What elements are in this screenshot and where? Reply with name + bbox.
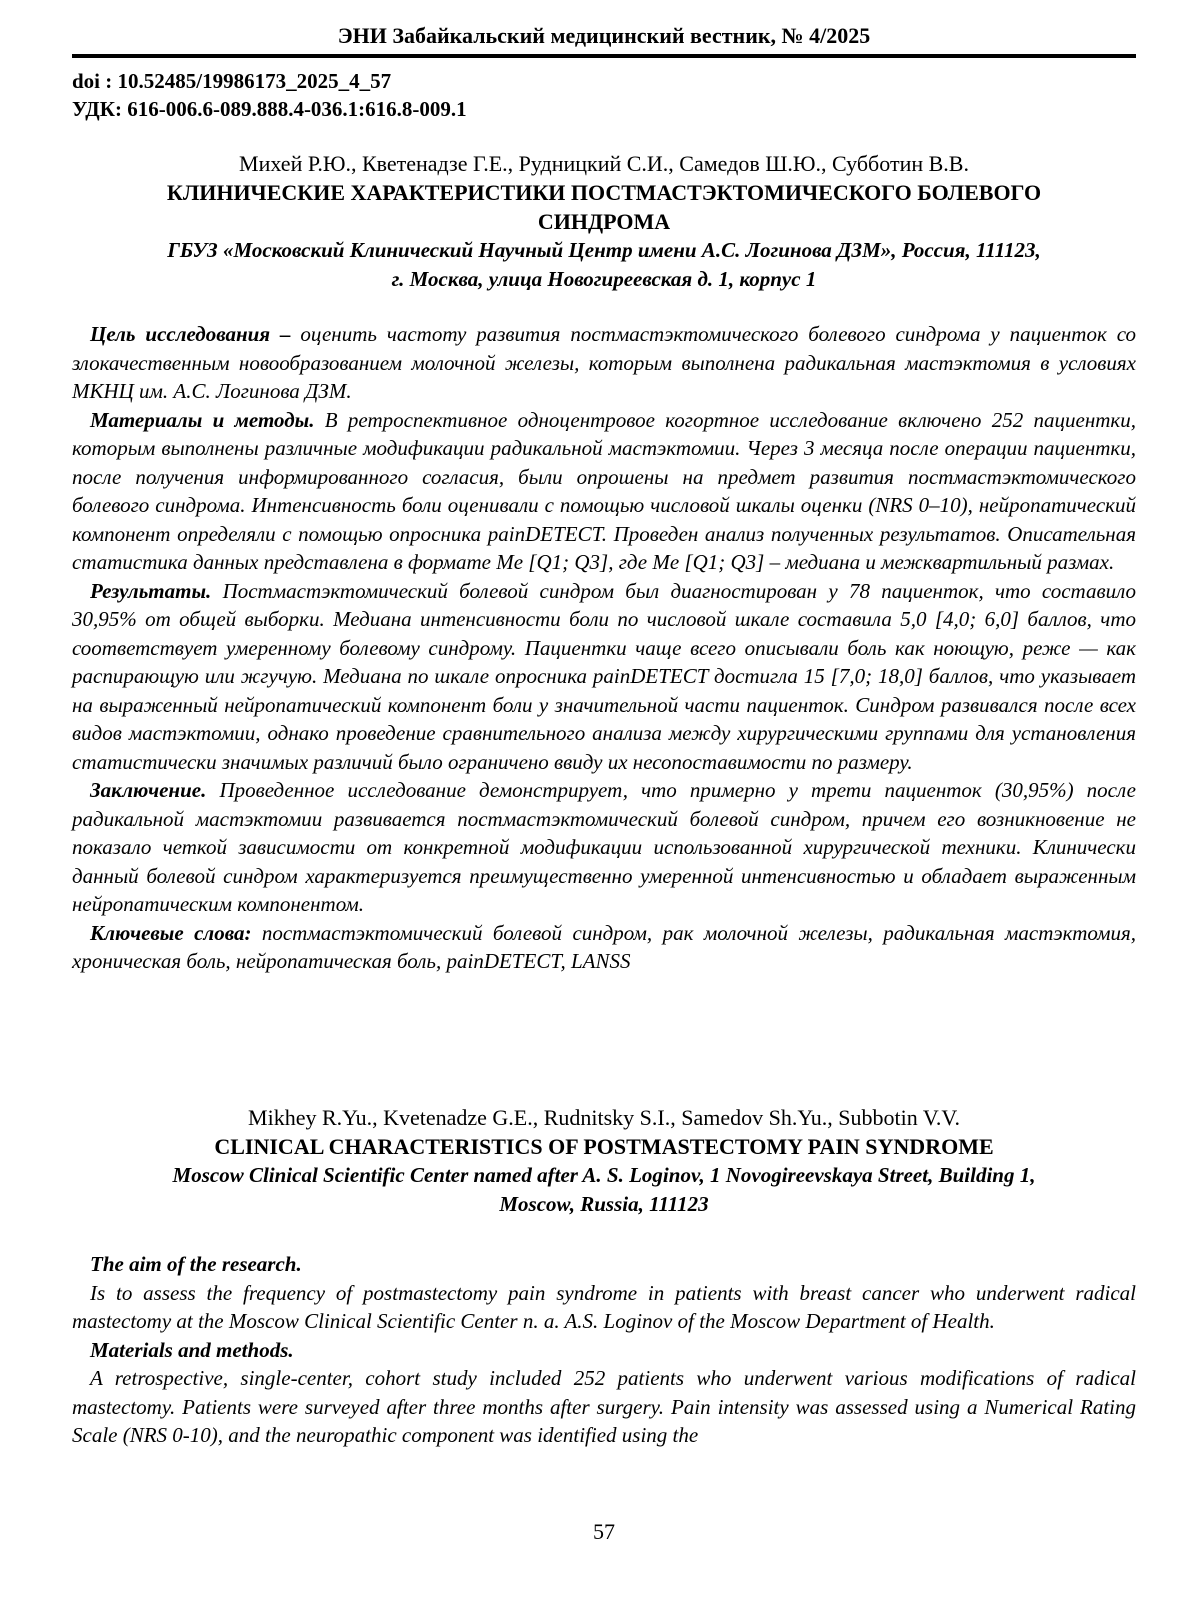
- en-aim-text: Is to assess the frequency of postmastectomy pain syndrome in patients with breast cancer who underwent radical mastectomy at the Moscow Clinical Scientific Center n. a. A.S. Loginov of the Moscow Department of Health.: [72, 1280, 1136, 1333]
- en-affiliation-line1: Moscow Clinical Scientific Center named after A. S. Loginov, 1 Novogireevskaya Street, Building 1,: [172, 1163, 1036, 1187]
- ru-aim-label: Цель исследования –: [90, 322, 291, 346]
- ru-methods-label: Материалы и методы.: [90, 407, 315, 432]
- ru-authors: Михей Р.Ю., Кветенадзе Г.Е., Рудницкий С.И., Самедов Ш.Ю., Субботин В.В.: [239, 151, 969, 176]
- en-methods-label: Materials and methods.: [90, 1337, 294, 1362]
- ru-conclusion-text: Проведенное исследование демонстрирует, что примерно у трети пациенток (30,95%) после радикальной мастэктомии развивается постмастэктомический болевой синдром, причем его возникновение не показало четкой зависимости от конкретной модификации использованной хирургической техники. Клинически данный болевой синдром характеризуется преимущественно умеренной интенсивностью и обладает выраженным нейропатическим компонентом.: [72, 778, 1136, 916]
- ru-title-block: [72, 150, 1136, 294]
- ru-methods-text: В ретроспективное одноцентровое когортное исследование включено 252 пациентки, которым выполнены различные модификации радикальной мастэктомии. Через 3 месяца после операции пациентки, после получения информированного согласия, были опрошены на предмет развития постмастэктомического болевого синдрома. Интенсивность боли оценивали с помощью числовой шкалы оценки (NRS 0–10), нейропатический компонент определяли с помощью опросника painDETECT. Проведен анализ полученных результатов. Описательная статистика данных представлена в формате Me [Q1; Q3], где Me [Q1; Q3] – медиана и межквартильный размах.: [72, 407, 1136, 574]
- en-abstract: [72, 1250, 1136, 1450]
- ru-aim-paragraph: [72, 320, 1136, 406]
- journal-header: ЭНИ Забайкальский медицинский вестник, № 4/2025: [337, 23, 871, 48]
- ru-title-line2: СИНДРОМА: [537, 209, 671, 234]
- doi: doi : 10.52485/19986173_2025_4_57: [72, 69, 392, 93]
- ru-results-paragraph: [72, 577, 1136, 777]
- ru-aim-text: оценить частоту развития постмастэктомического болевого синдрома у пациенток со злокачественным новообразованием молочной железы, которым выполнена радикальная мастэктомия в условиях МКНЦ им. А.С. Логинова ДЗМ.: [72, 322, 1137, 403]
- en-authors: Mikhey R.Yu., Kvetenadze G.E., Rudnitsky S.I., Samedov Sh.Yu., Subbotin V.V.: [248, 1105, 960, 1130]
- identifiers: [72, 67, 1136, 123]
- header-rule: [72, 54, 1136, 58]
- en-affiliation-line2: Moscow, Russia, 111123: [499, 1192, 709, 1216]
- ru-affiliation-line2: г. Москва, улица Новогиреевская д. 1, корпус 1: [391, 267, 817, 291]
- page-number: 57: [593, 1519, 615, 1544]
- ru-conclusion-label: Заключение.: [90, 778, 207, 802]
- ru-keywords-paragraph: [72, 919, 1136, 976]
- en-aim-label: The aim of the research.: [90, 1252, 302, 1276]
- ru-keywords-text: постмастэктомический болевой синдром, рак молочной железы, радикальная мастэктомия, хроническая боль, нейропатическая боль, painDETECT, LANSS: [72, 920, 1136, 973]
- udk: УДК: 616-006.6-089.888.4-036.1:616.8-009.1: [72, 97, 467, 121]
- en-title: CLINICAL CHARACTERISTICS OF POSTMASTECTOMY PAIN SYNDROME: [214, 1134, 994, 1159]
- en-title-block: [72, 1104, 1136, 1219]
- ru-abstract: [72, 320, 1136, 976]
- ru-affiliation-line1: ГБУЗ «Московский Клинический Научный Центр имени А.С. Логинова ДЗМ», Россия, 111123,: [167, 238, 1041, 262]
- ru-methods-paragraph: [72, 406, 1136, 577]
- ru-results-text: Постмастэктомический болевой синдром был диагностирован у 78 пациенток, что составило 30,95% от общей выборки. Медиана интенсивности боли по числовой шкале составила 5,0 [4,0; 6,0] баллов, что соответствует умеренному болевому синдрому. Пациентки чаще всего описывали боль как ноющую, реже — как распирающую или жгучую. Медиана по шкале опросника painDETECT достигла 15 [7,0; 18,0] баллов, что указывает на выраженный нейропатический компонент боли у значительной части пациенток. Синдром развивался после всех видов мастэктомии, однако проведение сравнительного анализа между хирургическими группами для установления статистически значимых различий было ограничено ввиду их несопоставимости по размеру.: [72, 578, 1136, 774]
- en-methods-text: A retrospective, single-center, cohort study included 252 patients who underwent various modifications of radical mastectomy. Patients were surveyed after three months after surgery. Pain intensity was assessed using a Numerical Rating Scale (NRS 0-10), and the neuropathic component was identified using the: [72, 1366, 1136, 1447]
- ru-title-line1: КЛИНИЧЕСКИЕ ХАРАКТЕРИСТИКИ ПОСТМАСТЭКТОМИЧЕСКОГО БОЛЕВОГО: [166, 180, 1042, 205]
- ru-results-label: Результаты.: [90, 578, 212, 603]
- ru-keywords-label: Ключевые слова:: [90, 920, 252, 945]
- ru-conclusion-paragraph: [72, 776, 1136, 919]
